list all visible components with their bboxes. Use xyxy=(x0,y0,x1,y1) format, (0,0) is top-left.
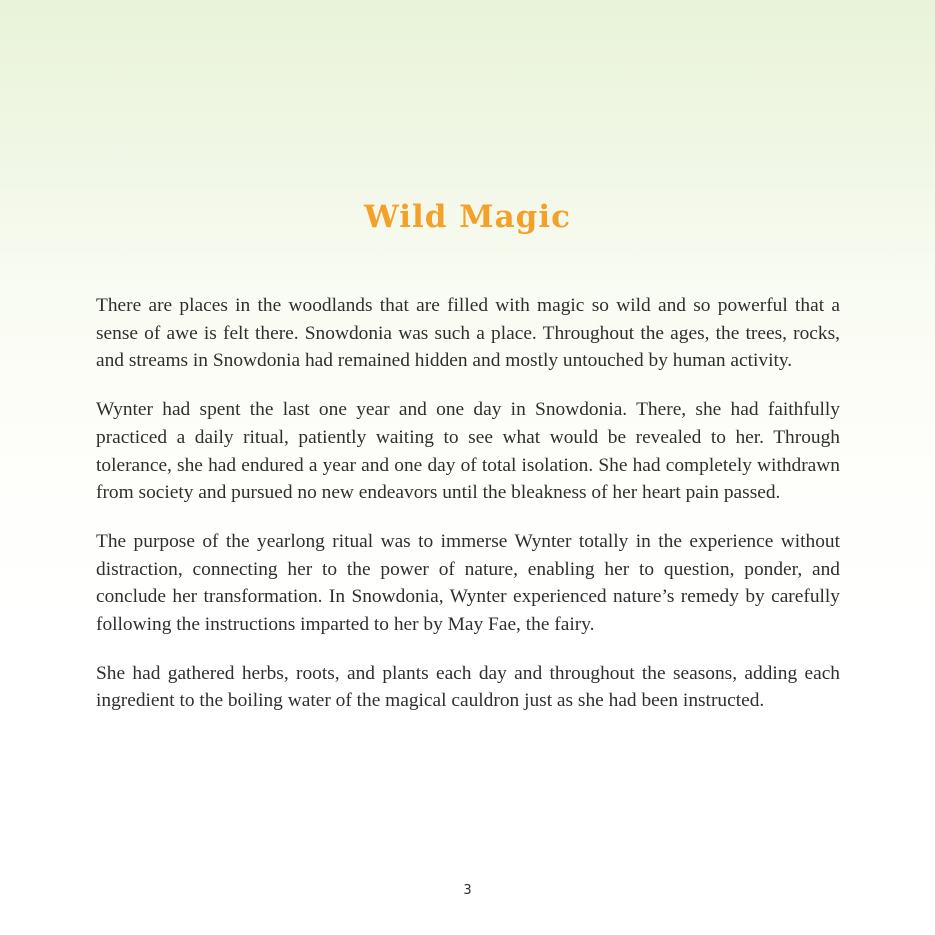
page-number: 3 xyxy=(463,883,472,898)
paragraph-2: Wynter had spent the last one year and one day in Snowdonia. There, she had faithfully practiced a daily ritual, patiently waiting to see what would be revealed to her. Through tolerance, she had endured a year and one day of total isolation. She had completely withdrawn from society and pursued no new endeavors until the bleakness of her heart pain passed. xyxy=(96,399,840,504)
chapter-title: Wild Magic xyxy=(363,199,572,235)
chapter-body xyxy=(96,292,840,736)
paragraph-4: She had gathered herbs, roots, and plants each day and throughout the seasons, adding each ingredient to the boiling water of the magical cauldron just as she had been instructed. xyxy=(96,662,840,712)
paragraph-1: There are places in the woodlands that are filled with magic so wild and so powerful that a sense of awe is felt there. Snowdonia was such a place. Throughout the ages, the trees, rocks, and streams in Snowdonia had remained hidden and mostly untouched by human activity. xyxy=(96,295,840,372)
paragraph-3: The purpose of the yearlong ritual was to immerse Wynter totally in the experience without distraction, connecting her to the power of nature, enabling her to question, ponder, and conclude her transformation. In Snowdonia, Wynter experienced nature’s remedy by carefully following the instructions imparted to her by May Fae, the fairy. xyxy=(96,530,840,636)
